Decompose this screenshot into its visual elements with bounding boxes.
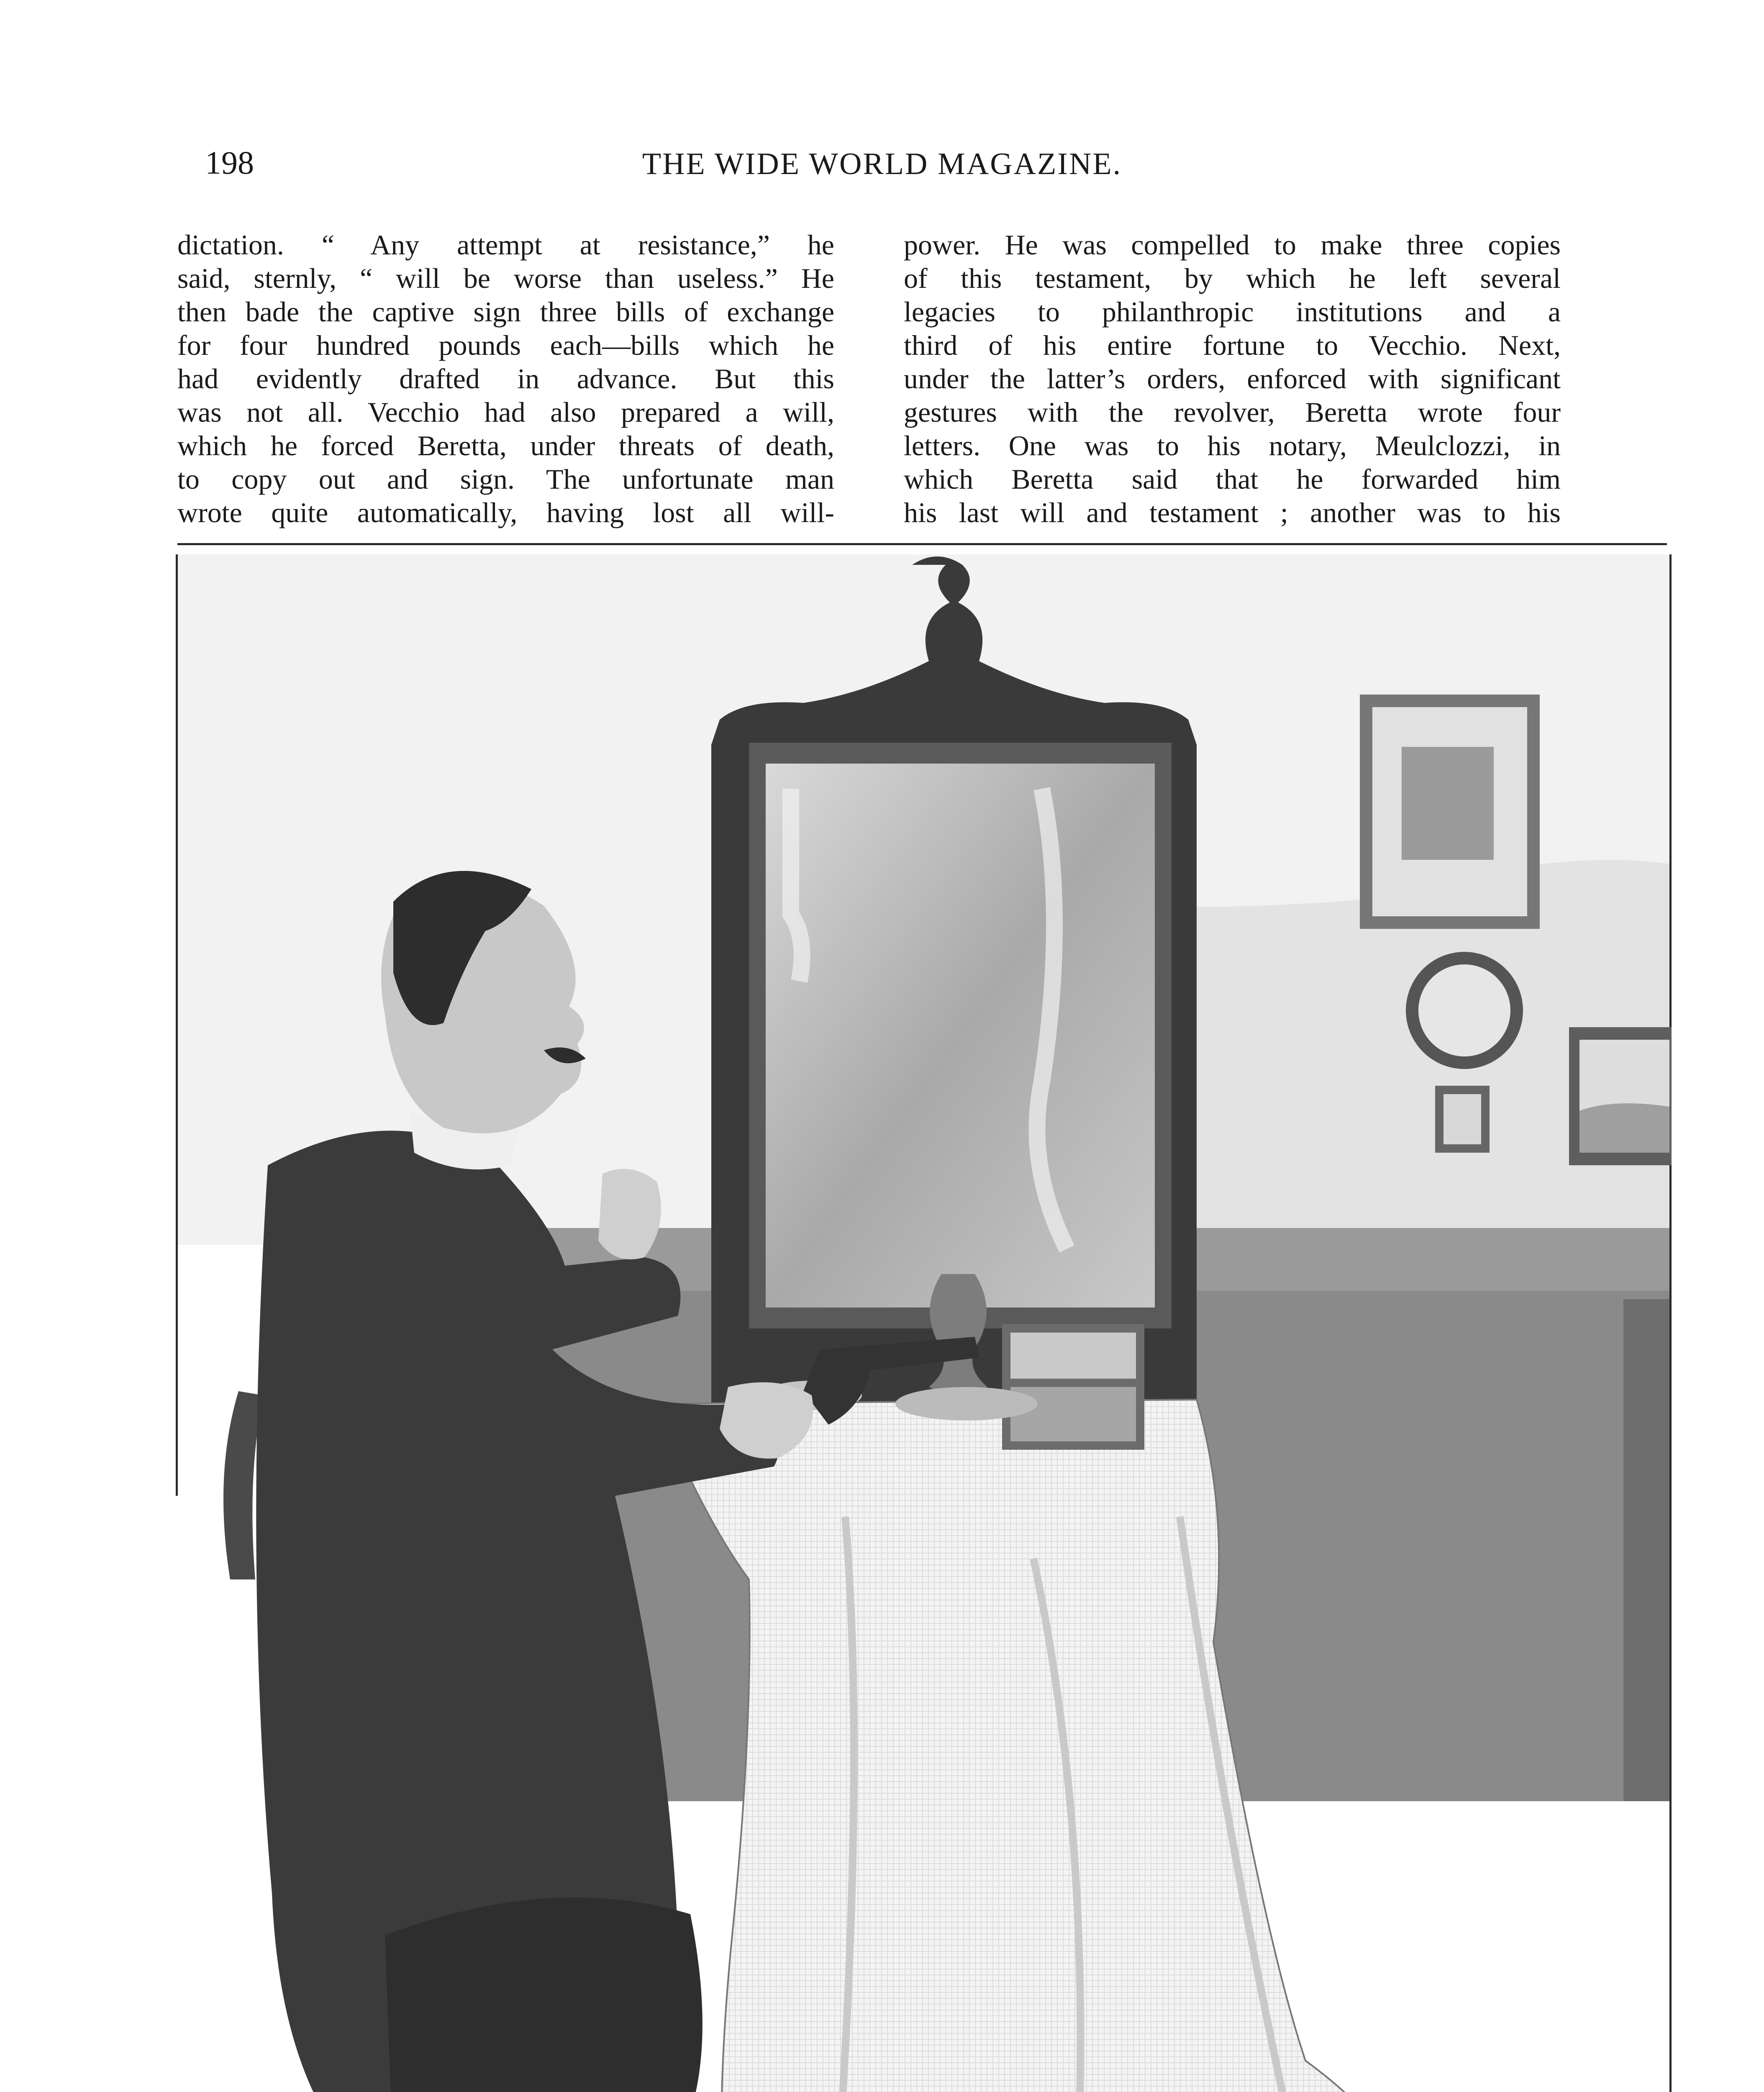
text-line: legacies to philanthropic institutions and a (904, 296, 1561, 328)
illustration-right-border (1669, 554, 1672, 2092)
text-line: gestures with the revolver, Beretta wrote four (904, 396, 1561, 428)
wall-picture-large (1360, 695, 1540, 929)
text-line: dictation. “ Any attempt at resistance,” he (177, 229, 834, 261)
text-line: had evidently drafted in advance. But this (177, 363, 834, 395)
text-line: third of his entire fortune to Vecchio. Next, (904, 329, 1561, 361)
text-line: was not all. Vecchio had also prepared a will, (177, 396, 834, 428)
wall-picture-landscape (1569, 1027, 1672, 1165)
text-line: which Beretta said that he forwarded him (904, 463, 1561, 495)
text-line: for four hundred pounds each—bills which he (177, 329, 834, 361)
text-line: which he forced Beretta, under threats of death, (177, 430, 834, 461)
illustration-left-border (176, 554, 178, 1496)
text-line: of this testament, by which he left several (904, 262, 1561, 294)
text-column-left (177, 228, 834, 529)
text-line: said, sternly, “ will be worse than useless.” He (177, 262, 834, 294)
wall-picture-small (1435, 1086, 1490, 1153)
text-line: to copy out and sign. The unfortunate man (177, 463, 834, 495)
running-head: THE WIDE WORLD MAGAZINE. (642, 147, 1122, 181)
text-line: letters. One was to his notary, Meulclozzi, in (904, 430, 1561, 461)
text-line: his last will and testament ; another was to his (904, 497, 1561, 528)
wall-plate (1406, 952, 1523, 1069)
text-column-right (904, 228, 1561, 529)
text-line: wrote quite automatically, having lost all will- (177, 497, 834, 528)
page-number: 198 (205, 144, 254, 181)
illustration-top-rule (177, 543, 1667, 545)
text-line: under the latter’s orders, enforced with significant (904, 363, 1561, 395)
text-line: then bade the captive sign three bills of exchange (177, 296, 834, 328)
text-line: power. He was compelled to make three copies (904, 229, 1561, 261)
illustration (176, 554, 1674, 2092)
